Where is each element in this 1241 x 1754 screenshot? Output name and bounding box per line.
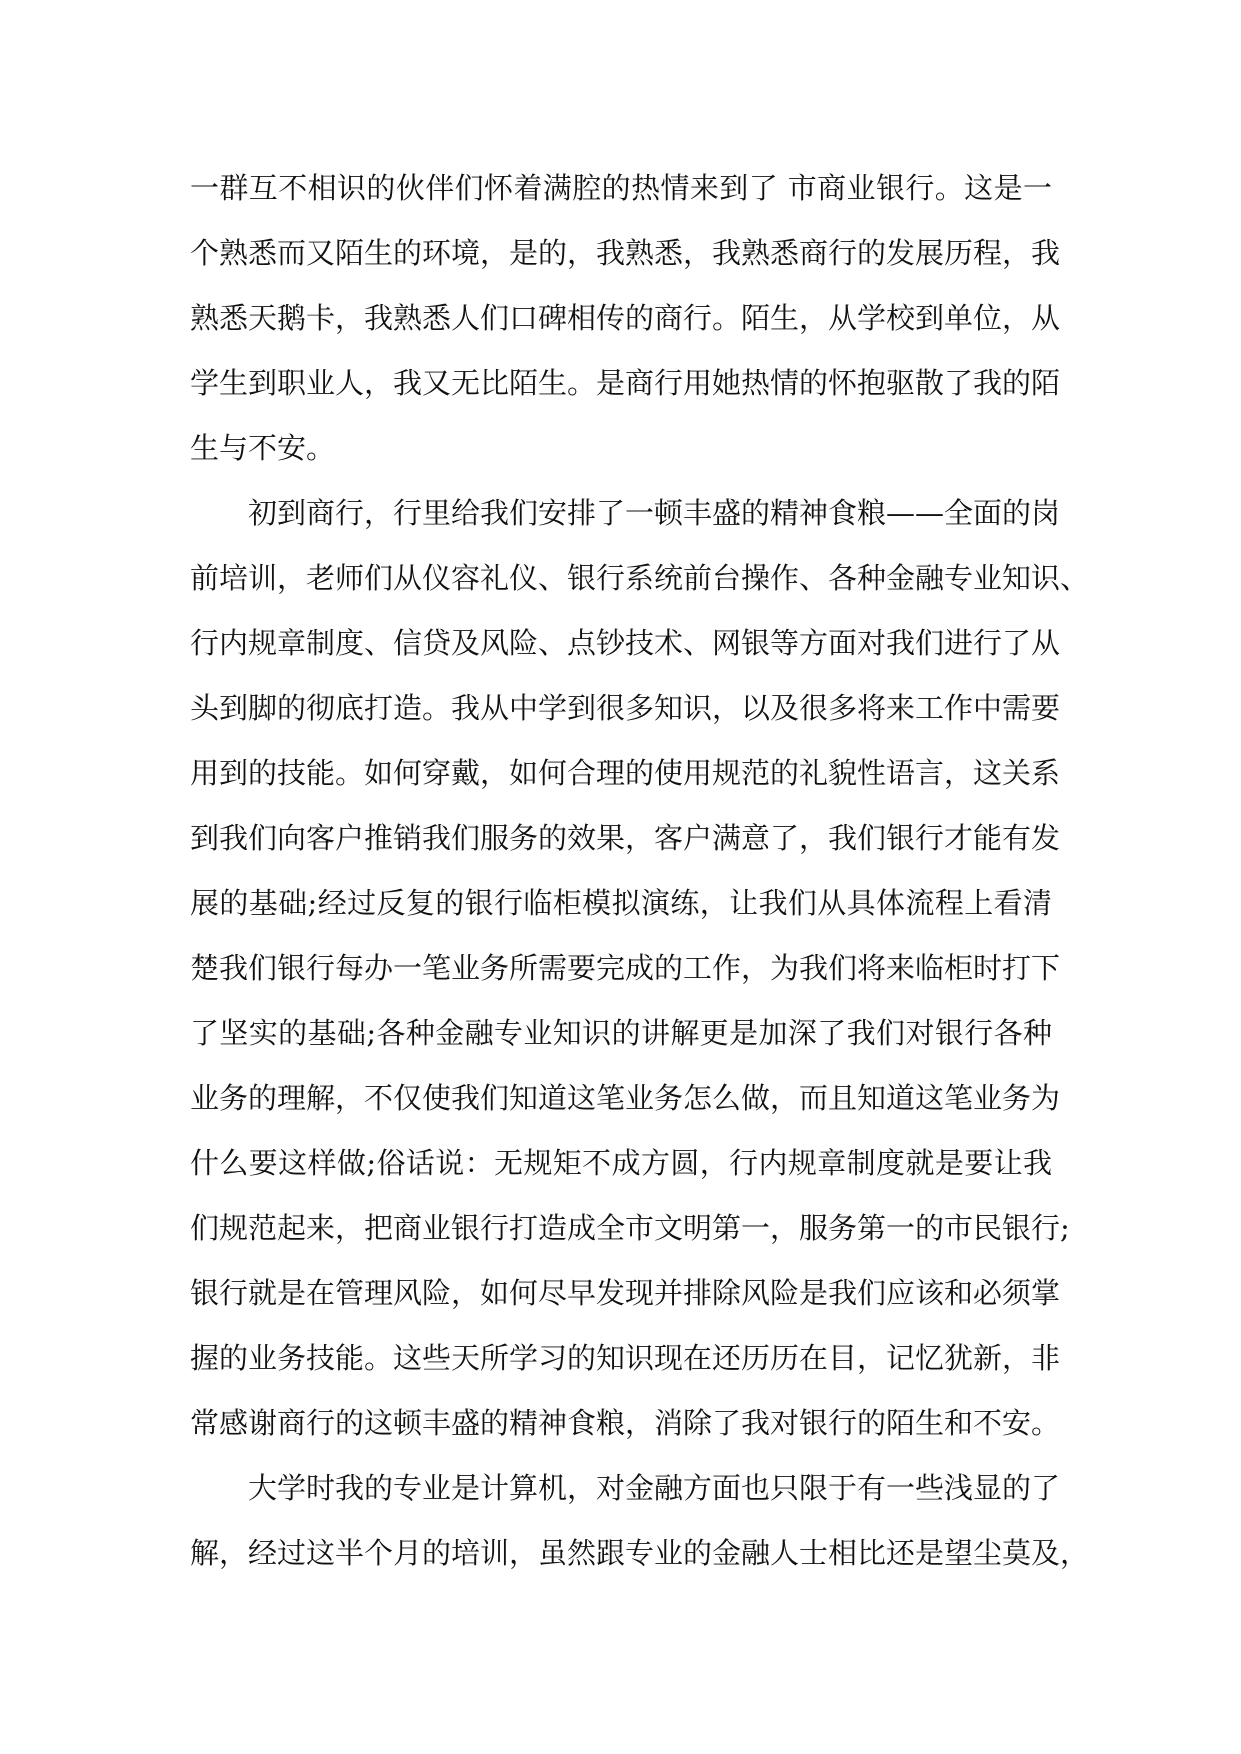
text-line: 用到的技能。如何穿戴，如何合理的使用规范的礼貌性语言，这关系 xyxy=(190,756,1061,790)
text-line: 熟悉天鹅卡，我熟悉人们口碑相传的商行。陌生，从学校到单位，从 xyxy=(190,301,1061,335)
text-line: 前培训，老师们从仪容礼仪、银行系统前台操作、各种金融专业知识、 xyxy=(190,561,1090,595)
text-line: 常感谢商行的这顿丰盛的精神食粮，消除了我对银行的陌生和不安。 xyxy=(190,1406,1061,1440)
text-line: 银行就是在管理风险，如何尽早发现并排除风险是我们应该和必须掌 xyxy=(190,1276,1061,1310)
text-line: 大学时我的专业是计算机，对金融方面也只限于有一些浅显的了 xyxy=(248,1471,1061,1505)
text-line: 一群互不相识的伙伴们怀着满腔的热情来到了 市商业银行。这是一 xyxy=(190,171,1052,205)
document-body xyxy=(190,156,1090,1586)
text-line: 学生到职业人，我又无比陌生。是商行用她热情的怀抱驱散了我的陌 xyxy=(190,366,1061,400)
text-line: 业务的理解，不仅使我们知道这笔业务怎么做，而且知道这笔业务为 xyxy=(190,1081,1061,1115)
text-line: 展的基础;经过反复的银行临柜模拟演练，让我们从具体流程上看清 xyxy=(190,886,1052,920)
text-line: 楚我们银行每办一笔业务所需要完成的工作，为我们将来临柜时打下 xyxy=(190,951,1061,985)
text-line: 行内规章制度、信贷及风险、点钞技术、网银等方面对我们进行了从 xyxy=(190,626,1061,660)
text-line: 头到脚的彻底打造。我从中学到很多知识，以及很多将来工作中需要 xyxy=(190,691,1061,725)
text-line: 握的业务技能。这些天所学习的知识现在还历历在目，记忆犹新，非 xyxy=(190,1341,1061,1375)
text-line: 们规范起来，把商业银行打造成全市文明第一，服务第一的市民银行; xyxy=(190,1211,1070,1245)
text-line: 初到商行，行里给我们安排了一顿丰盛的精神食粮——全面的岗 xyxy=(248,496,1061,530)
text-line: 个熟悉而又陌生的环境，是的，我熟悉，我熟悉商行的发展历程，我 xyxy=(190,236,1061,270)
text-line: 解，经过这半个月的培训，虽然跟专业的金融人士相比还是望尘莫及， xyxy=(190,1536,1090,1570)
text-line: 了坚实的基础;各种金融专业知识的讲解更是加深了我们对银行各种 xyxy=(190,1016,1052,1050)
text-line: 生与不安。 xyxy=(190,431,336,465)
text-line: 到我们向客户推销我们服务的效果，客户满意了，我们银行才能有发 xyxy=(190,821,1061,855)
text-line: 什么要这样做;俗话说：无规矩不成方圆，行内规章制度就是要让我 xyxy=(190,1146,1052,1180)
